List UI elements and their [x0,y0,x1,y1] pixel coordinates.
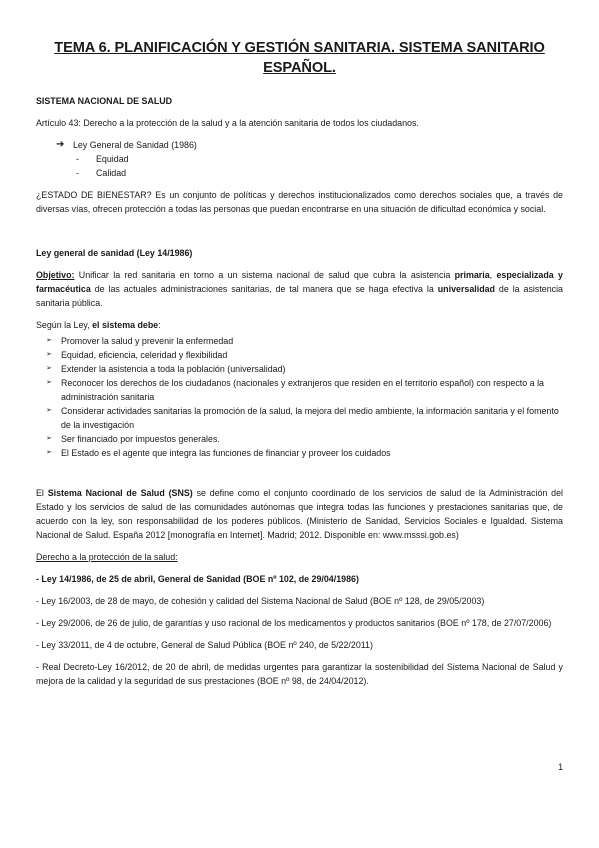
list-item: ➢ El Estado es el agente que integra las funciones de financiar y proveer los cuidados [46,448,391,458]
segun-la-ley: Según la Ley, el sistema debe: [36,320,161,330]
list-item: ➢ Equidad, eficiencia, celeridad y flexibilidad [46,350,228,360]
triangle-bullet-icon: ➢ [46,337,52,344]
triangle-bullet-icon: ➢ [46,435,52,442]
triangle-bullet-icon: ➢ [46,407,52,414]
list-item: ➢ Extender la asistencia a toda la población (universalidad) [46,364,286,374]
article-43: Artículo 43: Derecho a la protección de la salud y a la atención sanitaria de todos los ciudadanos. [36,118,419,128]
list-item: - Equidad [76,154,129,164]
right-arrow-icon: ➔ [56,139,65,150]
objetivo-paragraph: Objetivo: Unificar la red sanitaria en torno a un sistema nacional de salud que cubra la asistencia primaria, especializada y farmacéutica de las actuales administraciones sanitarias, de tal manera que se haga efectiva la universalidad de la asistencia sanitaria pública. [36,270,563,308]
section-heading-sns: SISTEMA NACIONAL DE SALUD [36,96,173,106]
law-item: - Ley 29/2006, de 26 de julio, de garantías y uso racional de los medicamentos y productos sanitarios (BOE nº 178, de 27/07/2006) [36,618,552,628]
arrow-list-item [56,138,563,152]
derecho-heading: Derecho a la protección de la salud: [36,552,178,562]
list-item: ➢ Reconocer los derechos de los ciudadanos (nacionales y extranjeros que residen en el territorio español) con respecto a la administración sanitaria [46,378,544,402]
list-item: ➢ Considerar actividades sanitarias la promoción de la salud, la mejora del medio ambiente, la información sanitaria y el fomento de la investigación [46,406,559,430]
law-item: - Ley 16/2003, de 28 de mayo, de cohesión y calidad del Sistema Nacional de Salud (BOE nº 128, de 29/05/2003) [36,596,485,606]
law-item: - Real Decreto-Ley 16/2012, de 20 de abril, de medidas urgentes para garantizar la sostenibilidad del Sistema Nacional de Salud y mejora de la calidad y la seguridad de sus prestaciones (BOE nº 98, de 24/04/2012). [36,662,563,686]
list-item: ➢ Ser financiado por impuestos generales. [46,434,220,444]
page-title: TEMA 6. PLANIFICACIÓN Y GESTIÓN SANITARIA. SISTEMA SANITARIO ESPAÑOL. [54,40,545,76]
arrow-item-text: Ley General de Sanidad (1986) [73,140,197,150]
objetivo-label: Objetivo: [36,270,75,280]
triangle-bullet-icon: ➢ [46,365,52,372]
section-heading-ley-general: Ley general de sanidad (Ley 14/1986) [36,248,193,258]
triangle-bullet-icon: ➢ [46,379,52,386]
sns-definition-paragraph: El Sistema Nacional de Salud (SNS) se define como el conjunto coordinado de los servicios de salud de la Administración del Estado y los servicios de salud de las comunidades autónomas que integra todas las funciones y prestaciones sanitarias que, de acuerdo con la ley, son responsabilidad de los poderes públicos. (Ministerio de Sanidad, Servicios Sociales e Igualdad. Sistema Nacional de Salud. España 2012 [monografía en Internet]. Madrid; 2012. Disponible en: www.msssi.gob.es) [36,488,563,540]
law-item: - Ley 14/1986, de 25 de abril, General de Sanidad (BOE nº 102, de 29/04/1986) [36,574,359,584]
sub-list [36,152,563,180]
estado-bienestar-paragraph: ¿ESTADO DE BIENESTAR? Es un conjunto de políticas y derechos institucionalizados como derechos sociales que, a través de diversas vías, ofrecen protección a todas las personas que puedan encontrarse en una situación de dificultad económica y social. [36,190,563,214]
triangle-bullet-icon: ➢ [46,449,52,456]
triangle-bullet-icon: ➢ [46,351,52,358]
page-number: 1 [558,762,563,772]
list-item: - Calidad [76,168,127,178]
sistema-debe-list [36,334,563,460]
list-item: ➢ Promover la salud y prevenir la enfermedad [46,336,234,346]
law-item: - Ley 33/2011, de 4 de octubre, General de Salud Pública (BOE nº 240, de 5/22/2011) [36,640,373,650]
